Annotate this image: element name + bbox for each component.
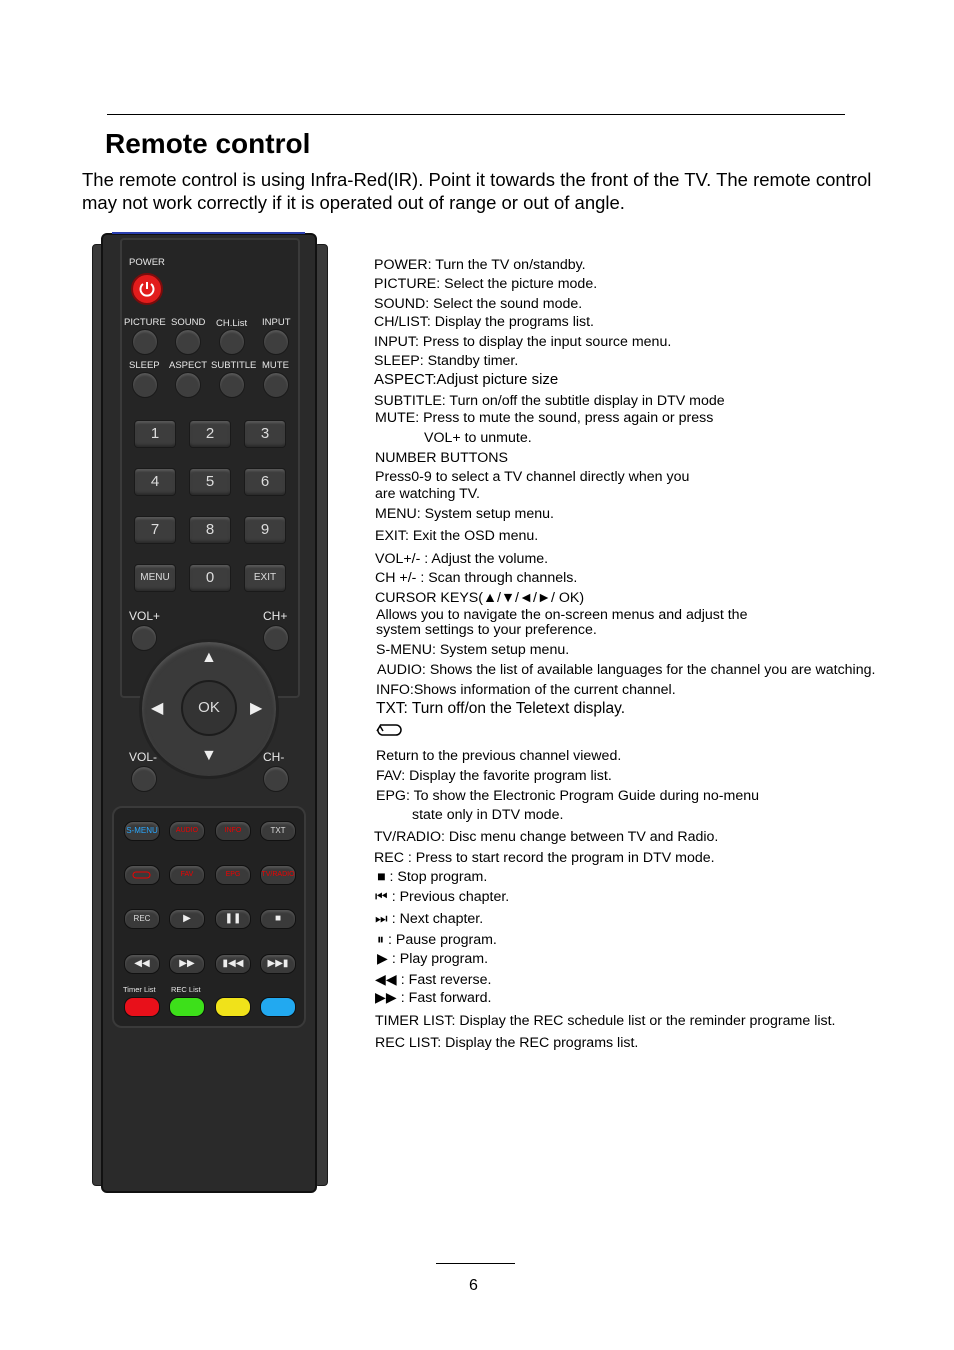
desc-sleep: SLEEP: Standby timer. — [374, 353, 519, 369]
stop-icon: ■ — [274, 913, 282, 924]
next-button[interactable] — [260, 954, 296, 974]
vol-plus-button[interactable] — [131, 625, 157, 651]
input-label: INPUT — [262, 317, 291, 328]
desc-cursor-2: system settings to your preference. — [376, 622, 597, 638]
s-menu-button[interactable]: S-MENU — [124, 821, 160, 841]
fast-forward-icon: ▶▶ — [179, 958, 195, 969]
vol-minus-button[interactable] — [131, 766, 157, 792]
desc-cursor-1: Allows you to navigate the on-screen menus and adjust the — [376, 607, 748, 623]
return-icon — [374, 721, 404, 739]
sound-label: SOUND — [171, 317, 206, 328]
vol-minus-label: VOL- — [129, 750, 158, 764]
desc-aspect: ASPECT:Adjust picture size — [374, 371, 559, 388]
play-icon: ▶ — [183, 913, 191, 924]
desc-chlist: CH/LIST: Display the programs list. — [374, 314, 594, 330]
desc-epg: EPG: To show the Electronic Program Guide during no-menu — [376, 788, 759, 804]
sleep-label: SLEEP — [129, 360, 160, 371]
desc-sound: SOUND: Select the sound mode. — [374, 296, 583, 312]
rec-list-label: REC List — [171, 985, 201, 994]
page-number: 6 — [469, 1277, 478, 1294]
timer-list-label: Timer List — [123, 985, 156, 994]
desc-timer-list: TIMER LIST: Display the REC schedule list or the reminder programe list. — [375, 1013, 836, 1029]
tv-radio-button[interactable]: TV/RADIO — [260, 865, 296, 885]
desc-fast-reverse: ◀◀ : Fast reverse. — [375, 972, 492, 988]
next-icon: ▶▶▮ — [267, 958, 289, 969]
fast-forward-button[interactable] — [169, 954, 205, 974]
picture-label: PICTURE — [124, 317, 166, 328]
number-button-5[interactable]: 5 — [189, 468, 231, 496]
footer-rule — [436, 1263, 515, 1264]
pause-button[interactable] — [215, 909, 251, 929]
play-button[interactable] — [169, 909, 205, 929]
aspect-button[interactable] — [175, 372, 201, 398]
green-button[interactable] — [169, 997, 205, 1017]
return-button[interactable] — [124, 865, 160, 885]
sleep-button[interactable] — [132, 372, 158, 398]
previous-button[interactable] — [215, 954, 251, 974]
desc-number-cont: are watching TV. — [375, 486, 480, 502]
vol-plus-label: VOL+ — [129, 609, 161, 623]
chlist-label: CH.List — [216, 318, 248, 329]
desc-input: INPUT: Press to display the input source menu. — [374, 334, 672, 350]
number-button-1[interactable]: 1 — [134, 420, 176, 448]
ch-plus-button[interactable] — [263, 625, 289, 651]
input-button[interactable] — [263, 329, 289, 355]
desc-pause: ⏸ : Pause program. — [377, 932, 497, 948]
page-title: Remote control — [105, 128, 311, 159]
remote-top-accent — [112, 232, 305, 234]
desc-previous: ⏮ : Previous chapter. — [375, 889, 510, 905]
number-button-8[interactable]: 8 — [189, 516, 231, 544]
number-button-0[interactable]: 0 — [189, 564, 231, 592]
power-icon — [133, 275, 161, 303]
power-label: POWER — [129, 257, 165, 268]
ch-minus-label: CH- — [263, 750, 285, 764]
picture-button[interactable] — [132, 329, 158, 355]
rec-button[interactable]: REC — [124, 909, 160, 929]
stop-button[interactable] — [260, 909, 296, 929]
top-rule — [107, 114, 845, 115]
aspect-label: ASPECT — [169, 360, 208, 371]
return-icon — [131, 869, 153, 881]
intro-paragraph: The remote control is using Infra-Red(IR). Point it towards the front of the TV. The remote control may not work correctly if it is operated out of range or out of angle. — [82, 169, 872, 213]
number-button-2[interactable]: 2 — [189, 420, 231, 448]
desc-exit: EXIT: Exit the OSD menu. — [375, 528, 539, 544]
subtitle-button[interactable] — [219, 372, 245, 398]
desc-rec-list: REC LIST: Display the REC programs list. — [375, 1035, 639, 1051]
desc-epg-cont: state only in DTV mode. — [412, 807, 564, 823]
epg-button[interactable]: EPG — [215, 865, 251, 885]
desc-ch: CH +/- : Scan through channels. — [375, 570, 578, 586]
desc-stop: ■ : Stop program. — [377, 869, 488, 885]
desc-audio: AUDIO: Shows the list of available languages for the channel you are watching. — [377, 662, 876, 678]
number-button-7[interactable]: 7 — [134, 516, 176, 544]
desc-picture: PICTURE: Select the picture mode. — [374, 276, 598, 292]
desc-subtitle: SUBTITLE: Turn on/off the subtitle display in DTV mode — [374, 393, 725, 409]
desc-s-menu: S-MENU: System setup menu. — [376, 642, 570, 658]
yellow-button[interactable] — [215, 997, 251, 1017]
arrow-down-icon[interactable]: ▼ — [201, 747, 217, 764]
fast-reverse-icon: ◀◀ — [134, 958, 150, 969]
ch-plus-label: CH+ — [263, 609, 288, 623]
ok-button[interactable]: OK — [181, 680, 237, 736]
mute-label: MUTE — [262, 360, 289, 371]
desc-power: POWER: Turn the TV on/standby. — [374, 257, 586, 273]
chlist-button[interactable] — [219, 329, 245, 355]
arrow-right-icon[interactable]: ▶ — [250, 700, 263, 717]
audio-button[interactable]: AUDIO — [169, 821, 205, 841]
fast-reverse-button[interactable] — [124, 954, 160, 974]
number-button-6[interactable]: 6 — [244, 468, 286, 496]
desc-tv-radio: TV/RADIO: Disc menu change between TV and Radio. — [374, 829, 719, 845]
desc-info: INFO:Shows information of the current channel. — [376, 682, 676, 698]
desc-vol: VOL+/- : Adjust the volume. — [375, 551, 549, 567]
desc-number-heading: NUMBER BUTTONS — [375, 450, 508, 466]
number-button-4[interactable]: 4 — [134, 468, 176, 496]
desc-txt: TXT: Turn off/on the Teletext display. — [376, 700, 625, 717]
number-button-3[interactable]: 3 — [244, 420, 286, 448]
pause-icon: ❚❚ — [224, 913, 242, 924]
desc-mute-cont: VOL+ to unmute. — [424, 430, 532, 446]
menu-button[interactable]: MENU — [134, 564, 176, 592]
red-button[interactable] — [124, 997, 160, 1017]
txt-button[interactable]: TXT — [260, 821, 296, 841]
subtitle-label: SUBTITLE — [211, 360, 257, 371]
desc-cursor: CURSOR KEYS(▲/▼/◄/►/ OK) — [375, 590, 585, 606]
ch-minus-button[interactable] — [263, 766, 289, 792]
info-button[interactable]: INFO — [215, 821, 251, 841]
desc-play: ▶ : Play program. — [377, 951, 489, 967]
arrow-up-icon[interactable]: ▲ — [201, 649, 217, 666]
fav-button[interactable]: FAV — [169, 865, 205, 885]
sound-button[interactable] — [175, 329, 201, 355]
desc-mute: MUTE: Press to mute the sound, press again or press — [375, 410, 714, 426]
desc-return: Return to the previous channel viewed. — [376, 748, 622, 764]
power-button[interactable] — [131, 273, 163, 305]
desc-rec: REC : Press to start record the program in DTV mode. — [374, 850, 715, 866]
previous-icon: ▮◀◀ — [222, 958, 244, 969]
desc-number: Press0-9 to select a TV channel directly when you — [375, 469, 690, 485]
desc-fav: FAV: Display the favorite program list. — [376, 768, 612, 784]
mute-button[interactable] — [263, 372, 289, 398]
number-button-9[interactable]: 9 — [244, 516, 286, 544]
blue-button[interactable] — [260, 997, 296, 1017]
exit-button[interactable]: EXIT — [244, 564, 286, 592]
desc-next: ⏭ : Next chapter. — [375, 911, 484, 927]
arrow-left-icon[interactable]: ◀ — [151, 700, 164, 717]
desc-menu: MENU: System setup menu. — [375, 506, 554, 522]
desc-fast-forward: ▶▶ : Fast forward. — [375, 990, 492, 1006]
